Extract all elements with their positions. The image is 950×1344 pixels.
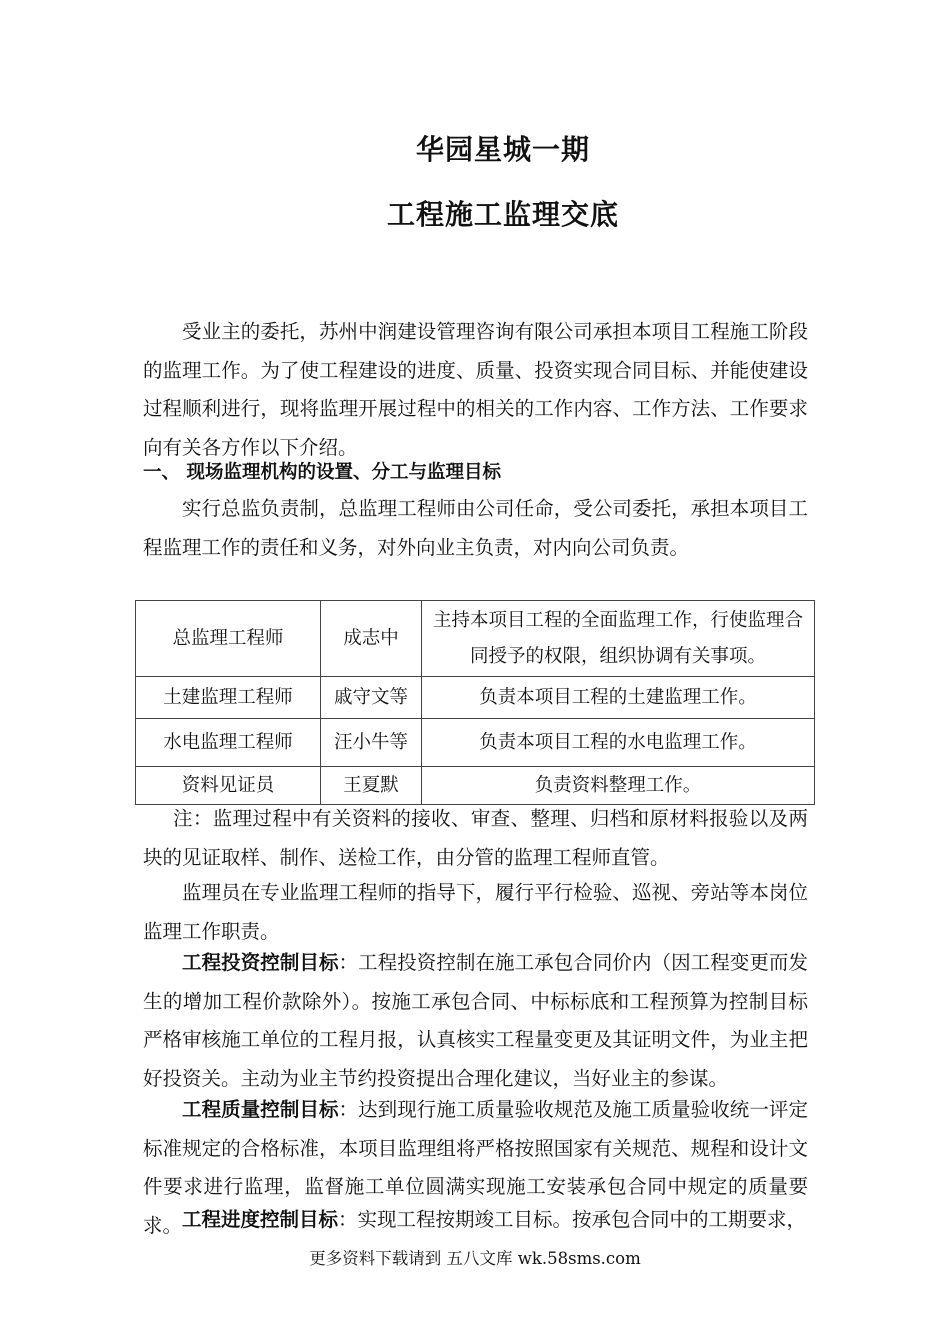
table-row (136, 677, 815, 719)
table-row (136, 767, 815, 805)
investment-paragraph (143, 944, 808, 1098)
role-cell: 资料见证员 (136, 767, 321, 805)
section-paragraph: 实行总监负责制，总监理工程师由公司任命，受公司委托，承担本项目工程监理工作的责任和义务，对外向业主负责，对内向公司负责。 (143, 497, 808, 559)
role-cell: 土建监理工程师 (136, 677, 321, 719)
document-title: 华园星城一期 (415, 133, 590, 166)
quality-label: 工程质量控制目标 (182, 1098, 339, 1121)
section-heading: 一、 现场监理机构的设置、分工与监理目标 (143, 462, 501, 483)
note-paragraph: 注：监理过程中有关资料的接收、审查、整理、归档和原材料报验以及两块的见证取样、制作、送检工作，由分管的监理工程师直管。 (143, 807, 808, 869)
name-cell: 王夏默 (321, 767, 422, 805)
investment-label: 工程投资控制目标 (182, 951, 339, 974)
quality-text: ：达到现行施工质量验收规范及施工质量验收统一评定标准规定的合格标准，本项目监理组将严格按照国家有关规范、规程和设计文件要求进行监理，监督施工单位圆满实现施工安装承包合同中规定的质量要求。 (143, 1098, 808, 1237)
document-subtitle: 工程施工监理交底 (386, 198, 619, 231)
footer-link-text: 更多资料下载请到 五八文库 wk.58sms.com (309, 1249, 641, 1268)
role-cell: 总监理工程师 (136, 601, 321, 677)
table-row (136, 601, 815, 677)
schedule-paragraph (143, 1201, 808, 1240)
duty-cell: 负责本项目工程的水电监理工作。 (422, 719, 815, 767)
duty-cell: 负责资料整理工作。 (422, 767, 815, 805)
name-cell: 汪小牛等 (321, 719, 422, 767)
schedule-text: ：实现工程按期竣工目标。按承包合同中的工期要求， (338, 1208, 807, 1231)
supervisor-paragraph: 监理员在专业监理工程师的指导下，履行平行检验、巡视、旁站等本岗位监理工作职责。 (143, 881, 808, 943)
duty-cell: 负责本项目工程的土建监理工作。 (422, 677, 815, 719)
duty-cell: 主持本项目工程的全面监理工作，行使监理合同授予的权限，组织协调有关事项。 (422, 601, 815, 677)
role-cell: 水电监理工程师 (136, 719, 321, 767)
schedule-label: 工程进度控制目标 (182, 1208, 339, 1231)
name-cell: 戚守文等 (321, 677, 422, 719)
intro-paragraph: 受业主的委托，苏州中润建设管理咨询有限公司承担本项目工程施工阶段的监理工作。为了使工程建设的进度、质量、投资实现合同目标、并能使建设过程顺利进行，现将监理开展过程中的相关的工作内容、工作方法、工作要求向有关各方作以下介绍。 (143, 320, 808, 459)
investment-text: ：工程投资控制在施工承包合同价内（因工程变更而发生的增加工程价款除外）。按施工承包合同、中标标底和工程预算为控制目标严格审核施工单位的工程月报，认真核实工程量变更及其证明文件，为业主把好投资关。主动为业主节约投资提出合理化建议，当好业主的参谋。 (143, 951, 808, 1090)
table-row (136, 719, 815, 767)
name-cell: 成志中 (321, 601, 422, 677)
roles-table (135, 600, 815, 805)
